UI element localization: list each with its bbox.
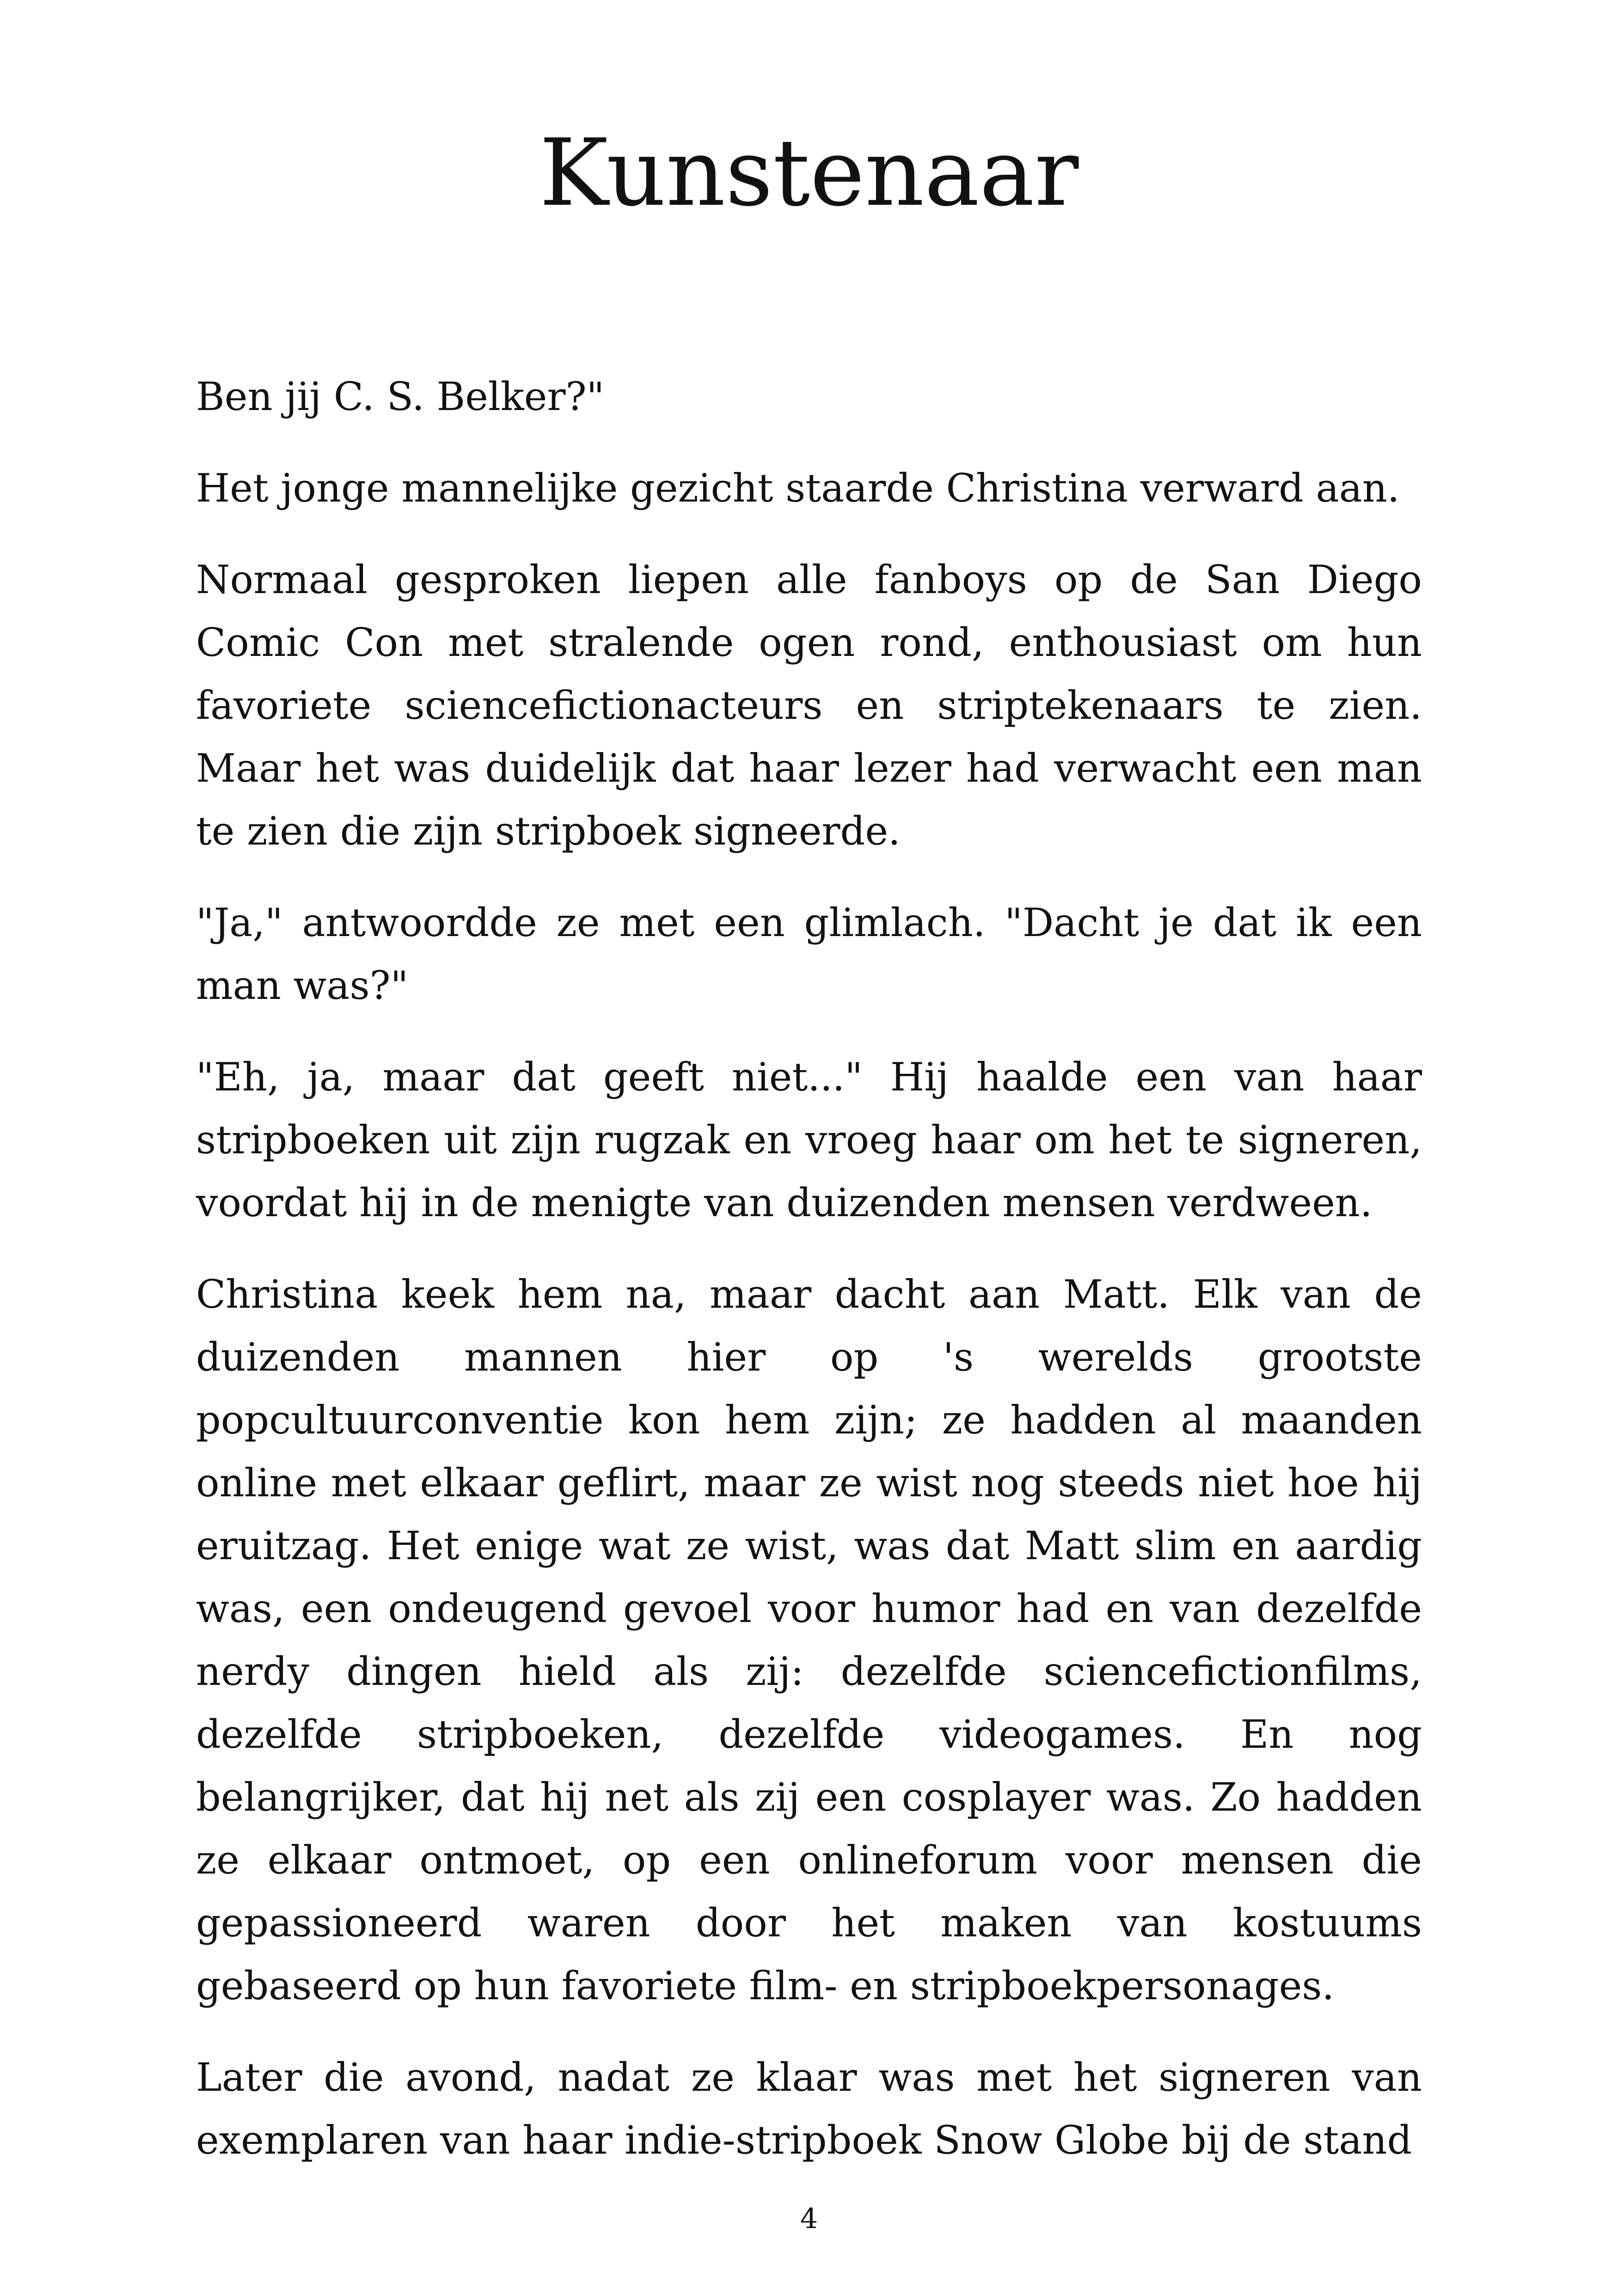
paragraph: "Eh, ja, maar dat geeft niet..." Hij haalde een van haar stripboeken uit zijn rugzak en vroeg haar om het te signeren, voordat hij in de menigte van duizenden mensen verdween.: [196, 1054, 1422, 1225]
paragraph: Later die avond, nadat ze klaar was met het signeren van exemplaren van haar indie-stripboek Snow Globe bij de stand: [196, 2055, 1422, 2163]
paragraph: Ben jij C. S. Belker?": [196, 374, 605, 419]
paragraph: "Ja," antwoordde ze met een glimlach. "Dacht je dat ik een man was?": [196, 900, 1422, 1008]
body-text: [196, 365, 1422, 2200]
paragraph: Normaal gesproken liepen alle fanboys op de San Diego Comic Con met stralende ogen rond, enthousiast om hun favoriete sciencefictionacteurs en striptekenaars te zien. Maar het was duidelijk dat haar lezer had verwacht een man te zien die zijn stripboek signeerde.: [196, 557, 1422, 854]
page-number: 4: [800, 2203, 818, 2235]
chapter-title: Kunstenaar: [539, 119, 1079, 227]
paragraph: Het jonge mannelijke gezicht staarde Christina verward aan.: [196, 465, 1400, 511]
paragraph: Christina keek hem na, maar dacht aan Matt. Elk van de duizenden mannen hier op 's werelds grootste popcultuurconventie kon hem zijn; ze hadden al maanden online met elkaar geflirt, maar ze wist nog steeds niet hoe hij eruitzag. Het enige wat ze wist, was dat Matt slim en aardig was, een ondeugend gevoel voor humor had en van dezelfde nerdy dingen hield als zij: dezelfde sciencefictionfilms, dezelfde stripboeken, dezelfde videogames. En nog belangrijker, dat hij net als zij een cosplayer was. Zo hadden ze elkaar ontmoet, op een onlineforum voor mensen die gepassioneerd waren door het maken van kostuums gebaseerd op hun favoriete film- en stripboekpersonages.: [196, 1272, 1422, 2008]
